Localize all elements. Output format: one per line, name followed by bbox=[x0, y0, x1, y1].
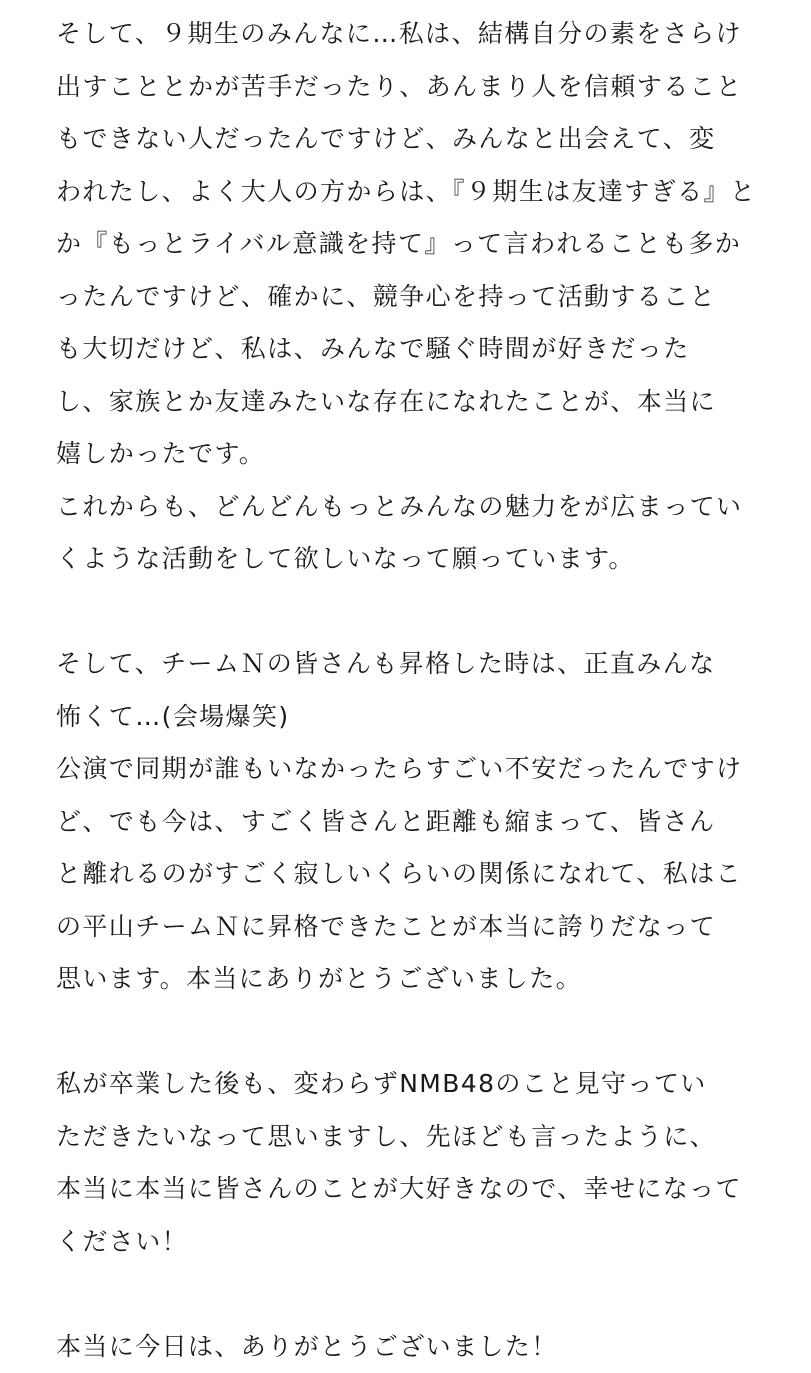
text-line: 私が卒業した後も、変わらずNMB48のこと見守ってい bbox=[56, 1058, 766, 1111]
paragraph-spacer bbox=[56, 1006, 766, 1059]
text-line: 出すこととかが苦手だったり、あんまり人を信頼すること bbox=[56, 61, 766, 114]
article-body bbox=[56, 8, 766, 1373]
paragraph-spacer bbox=[56, 586, 766, 639]
text-line: 本当に今日は、ありがとうございました！ bbox=[56, 1321, 766, 1373]
text-line: これからも、どんどんもっとみんなの魅力をが広まってい bbox=[56, 481, 766, 534]
text-line: そして、チームＮの皆さんも昇格した時は、正直みんな bbox=[56, 638, 766, 691]
text-line: くような活動をして欲しいなって願っています。 bbox=[56, 533, 766, 586]
text-line: ください！ bbox=[56, 1216, 766, 1269]
text-line: し、家族とか友達みたいな存在になれたことが、本当に bbox=[56, 376, 766, 429]
text-line: そして、９期生のみんなに…私は、結構自分の素をさらけ bbox=[56, 8, 766, 61]
text-line: われたし、よく大人の方からは、『９期生は友達すぎる』と bbox=[56, 166, 766, 219]
paragraph bbox=[56, 638, 766, 1006]
text-line: ど、でも今は、すごく皆さんと距離も縮まって、皆さん bbox=[56, 796, 766, 849]
text-line: 思います。本当にありがとうございました。 bbox=[56, 953, 766, 1006]
text-line: か『もっとライバル意識を持て』って言われることも多か bbox=[56, 218, 766, 271]
text-line: と離れるのがすごく寂しいくらいの関係になれて、私はこ bbox=[56, 848, 766, 901]
paragraph bbox=[56, 8, 766, 586]
text-line: 嬉しかったです。 bbox=[56, 428, 766, 481]
paragraph bbox=[56, 1058, 766, 1268]
text-line: 公演で同期が誰もいなかったらすごい不安だったんですけ bbox=[56, 743, 766, 796]
text-line: も大切だけど、私は、みんなで騒ぐ時間が好きだった bbox=[56, 323, 766, 376]
text-line: もできない人だったんですけど、みんなと出会えて、変 bbox=[56, 113, 766, 166]
paragraph bbox=[56, 1321, 766, 1373]
text-line: の平山チームＮに昇格できたことが本当に誇りだなって bbox=[56, 901, 766, 954]
paragraph-spacer bbox=[56, 1268, 766, 1321]
text-line: ったんですけど、確かに、競争心を持って活動すること bbox=[56, 271, 766, 324]
text-line: ただきたいなって思いますし、先ほども言ったように、 bbox=[56, 1111, 766, 1164]
text-line: 本当に本当に皆さんのことが大好きなので、幸せになって bbox=[56, 1163, 766, 1216]
text-line: 怖くて…(会場爆笑) bbox=[56, 691, 766, 744]
